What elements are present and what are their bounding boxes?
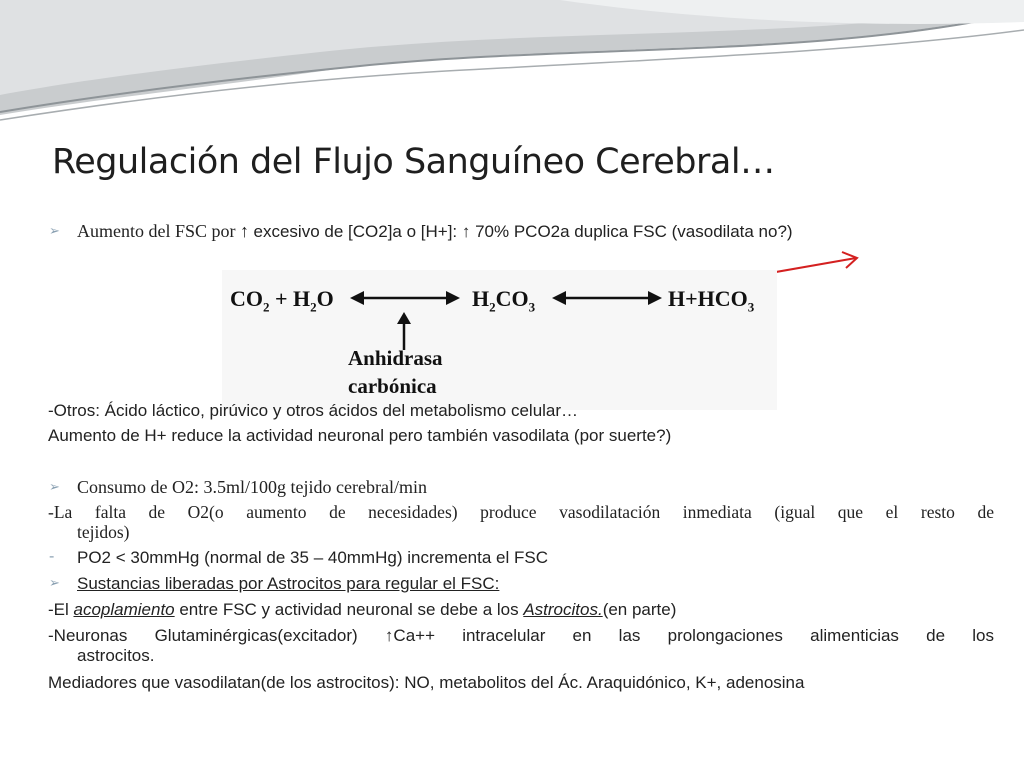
bullet-arrow-icon-2: ➢ bbox=[49, 479, 60, 494]
up-arrow-icon bbox=[396, 312, 412, 350]
equation-right: $H+HCO_3$ bbox=[668, 286, 755, 315]
bullet-arrow-icon: ➢ bbox=[49, 223, 60, 238]
enzyme-label-2: carbónica bbox=[348, 374, 437, 398]
dash-marker: - bbox=[49, 548, 55, 565]
enzyme-label-1: Anhidrasa bbox=[348, 346, 443, 370]
para-falta-o2: -La falta de O2(o aumento de necesidades) produce vasodilatación inmediata (igual que el resto de bbox=[48, 502, 994, 522]
para-acoplamiento: -El acoplamiento entre FSC y actividad neuronal se debe a los Astrocitos.(en parte) bbox=[48, 600, 677, 619]
double-arrow-icon-2 bbox=[552, 288, 662, 308]
para-neuronas-cont: astrocitos. bbox=[77, 646, 155, 665]
dash-po2: PO2 < 30mmHg (normal de 35 – 40mmHg) incrementa el FSC bbox=[77, 548, 548, 567]
bullet-co2-serif: Aumento del FSC por ↑ bbox=[77, 221, 254, 241]
para-h-plus: Aumento de H+ reduce la actividad neuronal pero también vasodilata (por suerte?) bbox=[48, 426, 672, 445]
page-title: Regulación del Flujo Sanguíneo Cerebral… bbox=[52, 142, 775, 182]
para-neuronas: -Neuronas Glutaminérgicas(excitador) ↑Ca++ intracelular en las prolongaciones alimenticias de los bbox=[48, 626, 994, 645]
bullet-co2-sans: excesivo de [CO2]a o [H+]: ↑ 70% PCO2a duplica FSC (vasodilata no?) bbox=[253, 222, 793, 241]
equation-left: $CO_2 + H_2O$ bbox=[230, 286, 334, 315]
double-arrow-icon bbox=[350, 288, 460, 308]
bullet-o2: Consumo de O2: 3.5ml/100g tejido cerebral/min bbox=[77, 477, 427, 497]
bullet-arrow-icon-3: ➢ bbox=[49, 575, 60, 590]
para-otros: -Otros: Ácido láctico, pirúvico y otros ácidos del metabolismo celular… bbox=[48, 401, 579, 420]
equation-middle: $H_2CO_3$ bbox=[472, 286, 536, 315]
carbonic-acid-equation bbox=[222, 270, 777, 410]
para-mediadores: Mediadores que vasodilatan(de los astrocitos): NO, metabolitos del Ác. Araquidónico, K+, adenosina bbox=[48, 673, 805, 692]
para-falta-o2-cont: tejidos) bbox=[77, 522, 130, 542]
bullet-astrocitos: Sustancias liberadas por Astrocitos para regular el FSC: bbox=[77, 574, 500, 593]
header-wave-decoration bbox=[0, 0, 1024, 125]
bullet-co2 bbox=[77, 221, 793, 242]
